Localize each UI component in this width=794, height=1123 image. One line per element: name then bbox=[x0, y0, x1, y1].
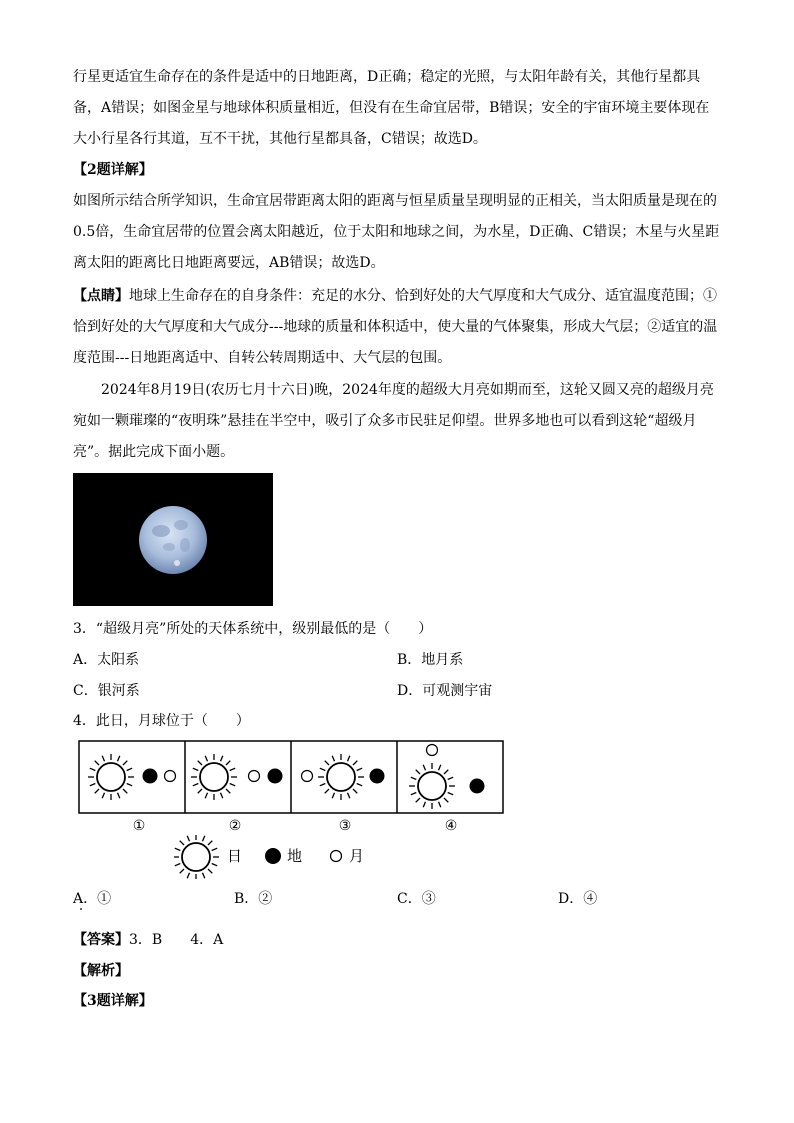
answer-label: 【答案】 bbox=[73, 932, 129, 948]
earth-icon bbox=[268, 769, 283, 784]
answer-text: 3．B 4．A bbox=[129, 932, 224, 948]
q3-option-a: A．太阳系 bbox=[73, 652, 140, 668]
paragraph-line: 离太阳的距离比日地距离要远，AB错误；故选D。 bbox=[73, 255, 385, 271]
paragraph-line: 如图所示结合所学知识，生命宜居带距离太阳的距离与恒星质量呈现明显的正相关，当太阳质量是现在的 bbox=[73, 193, 717, 209]
paragraph-line: 0.5倍，生命宜居带的位置会离太阳越近，位于太阳和地球之间，为水星，D正确、C错误；木星与火星距 bbox=[73, 224, 720, 240]
q3-option-d: D．可观测宇宙 bbox=[397, 683, 493, 699]
paragraph-line: 备，A错误；如图金星与地球体积质量相近，但没有在生命宜居带，B错误；安全的宇宙环境主要体现在 bbox=[73, 100, 710, 116]
legend-moon-label: 月 bbox=[349, 847, 365, 865]
moon-icon bbox=[302, 771, 313, 782]
legend-earth-label: 地 bbox=[287, 847, 303, 865]
legend-moon-icon bbox=[331, 851, 342, 862]
tip-text: 地球上生命存在的自身条件：充足的水分、恰到好处的大气厚度和大气成分、适宜温度范围；① bbox=[129, 288, 717, 304]
sun-earth-moon-diagram bbox=[78, 740, 504, 815]
q3-option-b: B．地月系 bbox=[397, 652, 464, 668]
panel-label-1: ① bbox=[132, 818, 146, 834]
tip-line bbox=[73, 286, 717, 306]
legend-sun-icon bbox=[174, 835, 219, 879]
section-heading-q3: 【3题详解】 bbox=[73, 993, 153, 1009]
analysis-heading: 【解析】 bbox=[73, 963, 129, 979]
panel-label-2: ② bbox=[228, 818, 242, 834]
paragraph-line: 恰到好处的大气厚度和大气成分---地球的质量和体积适中，使大量的气体聚集，形成大气层；②适宜的温 bbox=[73, 319, 718, 335]
earth-icon bbox=[370, 769, 385, 784]
moon-icon bbox=[427, 745, 438, 756]
earth-icon bbox=[143, 769, 158, 784]
moon-icon bbox=[249, 771, 260, 782]
super-moon-photo bbox=[73, 473, 273, 606]
question-4-stem: 4．此日，月球位于（ ） bbox=[73, 713, 250, 729]
panel-label-3: ③ bbox=[338, 818, 352, 834]
intro-line: 2024年8月19日(农历七月十六日)晚，2024年度的超级大月亮如期而至，这轮又圆又亮的超级月亮 bbox=[101, 382, 714, 398]
answer-line bbox=[73, 930, 223, 950]
tip-label: 【点睛】 bbox=[73, 288, 129, 304]
paragraph-line: 行星更适宜生命存在的条件是适中的日地距离，D正确；稳定的光照，与太阳年龄有关，其他行星都具 bbox=[73, 69, 701, 85]
earth-icon bbox=[470, 779, 485, 794]
moon-image bbox=[73, 473, 273, 606]
question-3-stem: 3．“超级月亮”所处的天体系统中，级别最低的是（ ） bbox=[73, 621, 433, 637]
q3-option-c: C．银河系 bbox=[73, 683, 140, 699]
q4-option-a: A．① bbox=[73, 891, 112, 907]
q4-option-b: B．② bbox=[234, 891, 273, 907]
paragraph-line: 大小行星各行其道，互不干扰，其他行星都具备，C错误；故选D。 bbox=[73, 131, 487, 147]
stray-dot bbox=[80, 908, 82, 910]
legend-sun-label: 日 bbox=[227, 847, 243, 865]
q4-option-d: D．④ bbox=[558, 891, 598, 907]
moon-icon bbox=[165, 771, 176, 782]
section-heading-q2: 【2题详解】 bbox=[73, 162, 153, 178]
intro-line: 亮”。据此完成下面小题。 bbox=[73, 444, 235, 460]
paragraph-line: 度范围---日地距离适中、自转公转周期适中、大气层的包围。 bbox=[73, 350, 452, 366]
q4-option-c: C．③ bbox=[397, 891, 436, 907]
panel-label-4: ④ bbox=[444, 818, 458, 834]
intro-line: 宛如一颗璀璨的“夜明珠”悬挂在半空中，吸引了众多市民驻足仰望。世界多地也可以看到这轮“超级月 bbox=[73, 413, 697, 429]
legend-earth-icon bbox=[265, 848, 281, 864]
